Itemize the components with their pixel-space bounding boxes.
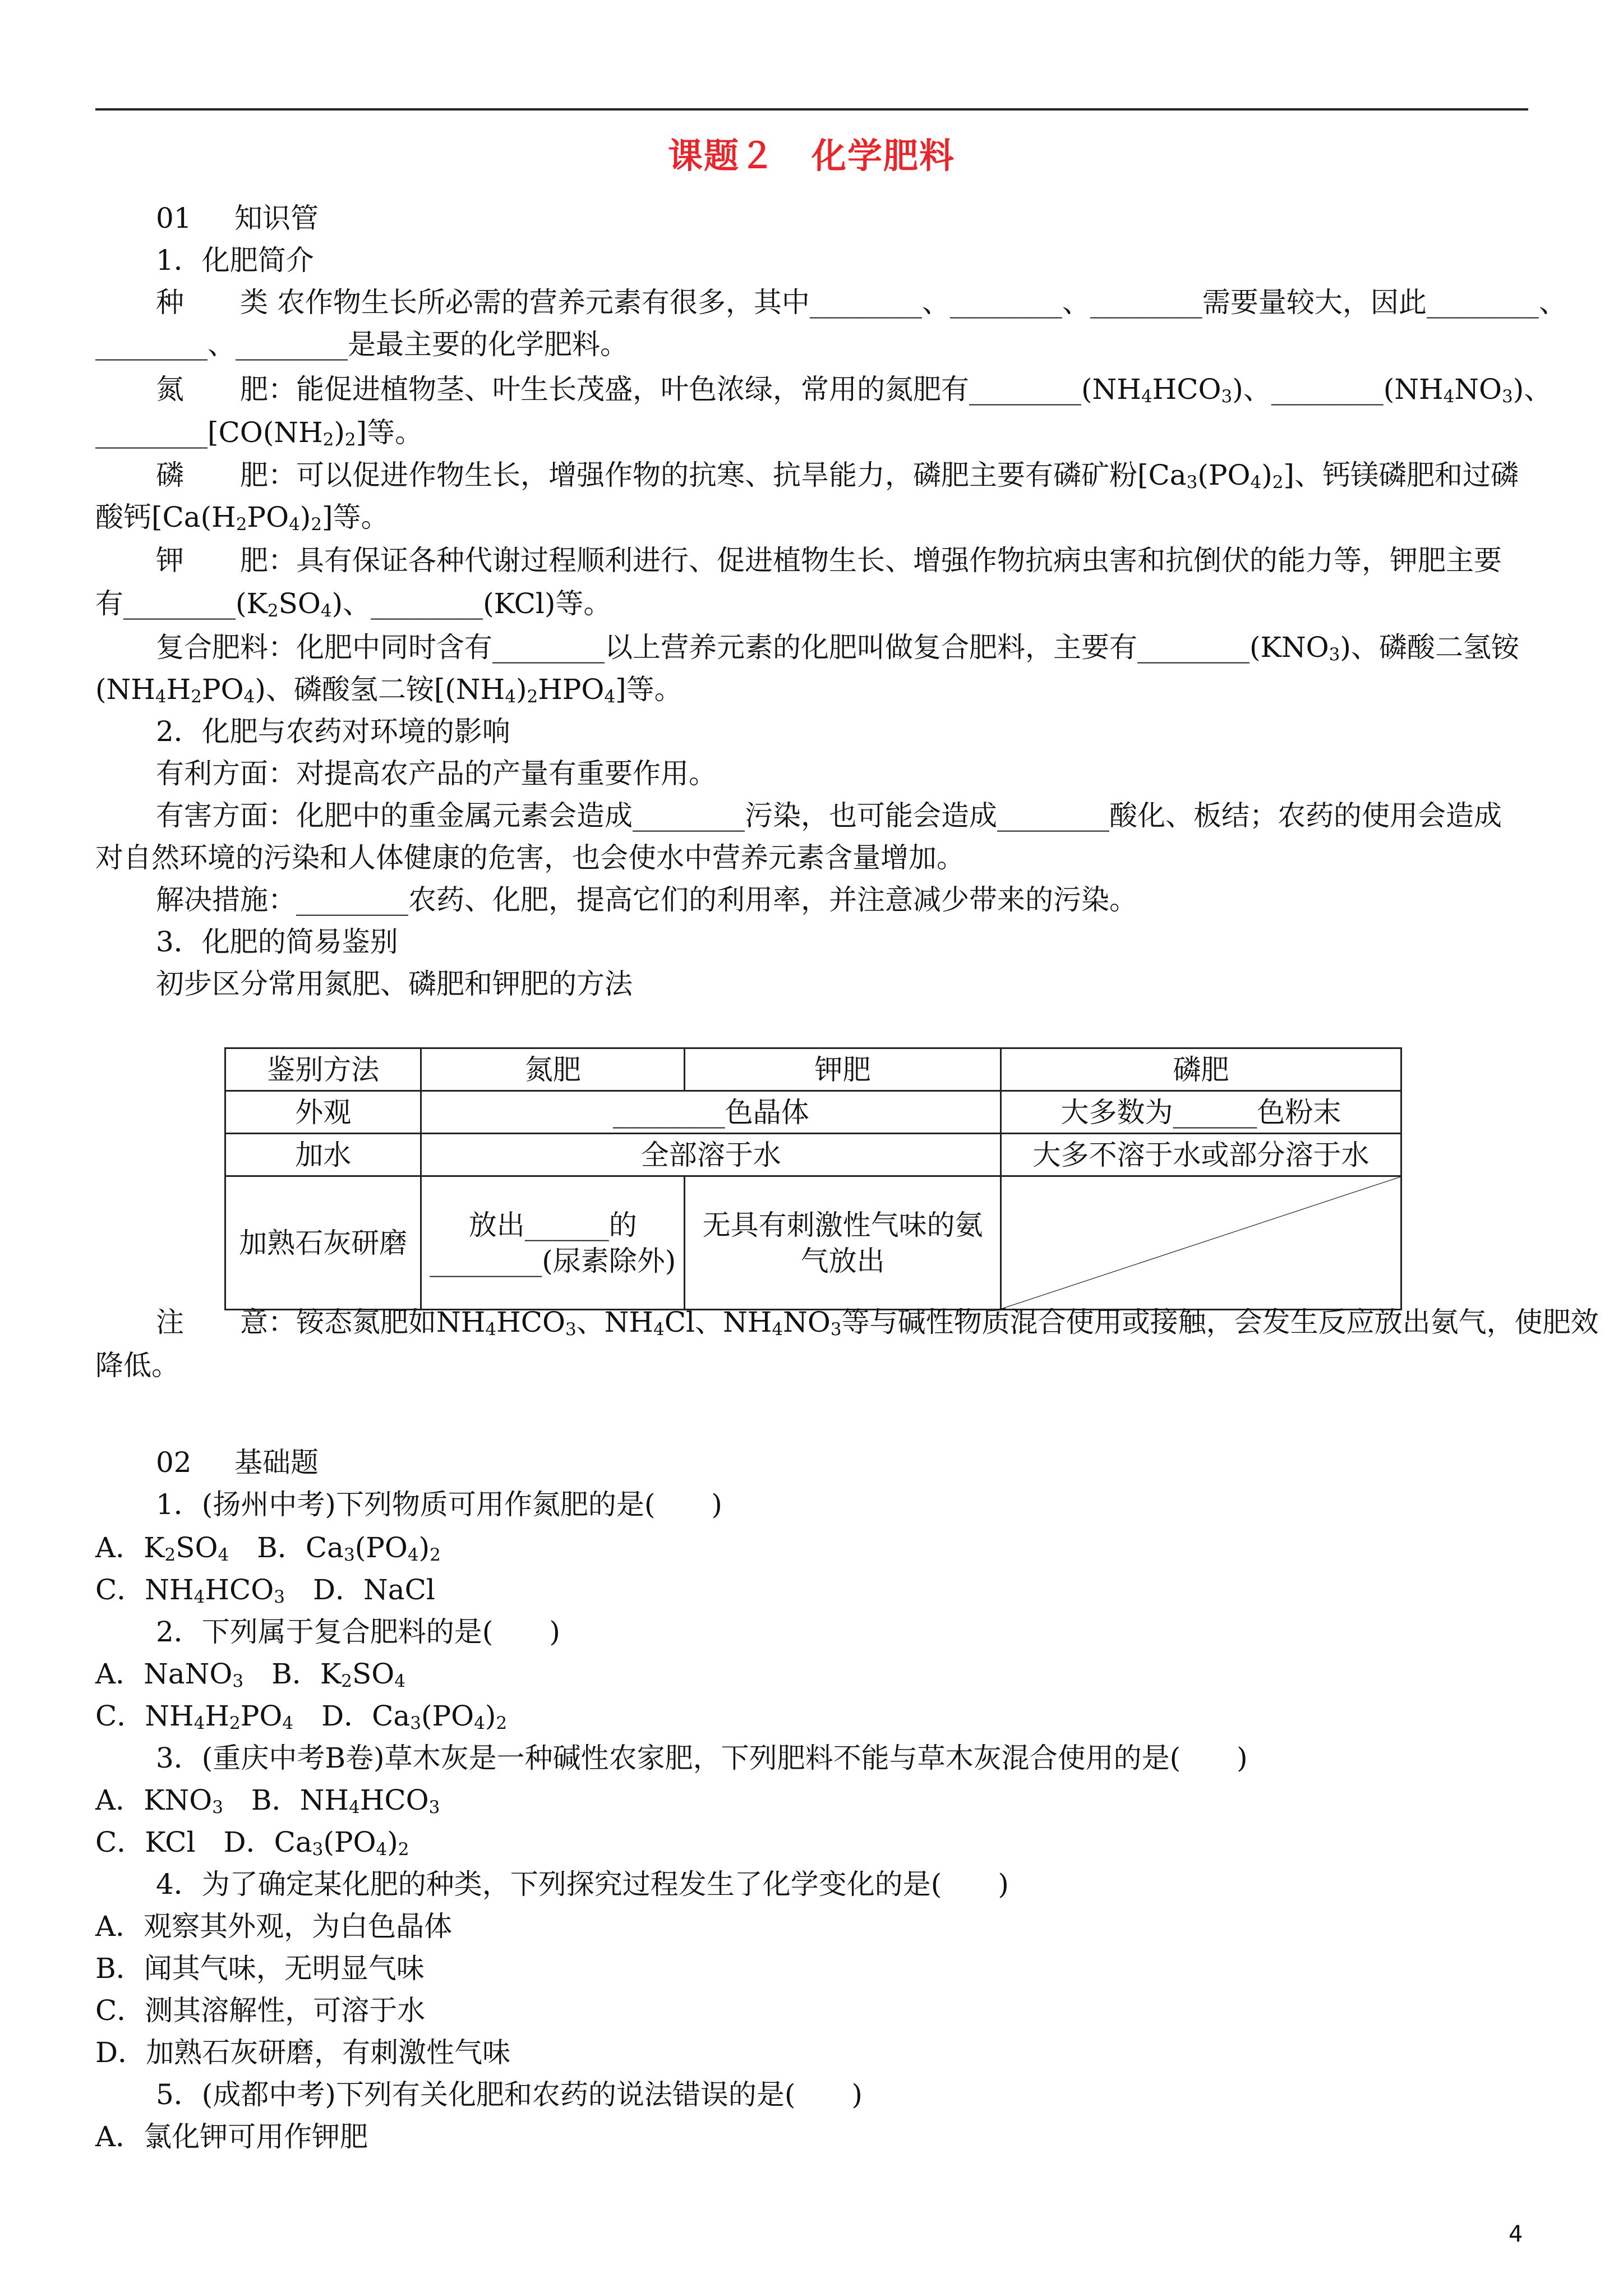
diagonal-line bbox=[1002, 1177, 1400, 1309]
heading-environment: 2．化肥与农药对环境的影响 bbox=[156, 715, 510, 748]
para-nitrogen-line1: 氮 肥：能促进植物茎、叶生长茂盛，叶色浓绿，常用的氮肥有$\_\_\_\_\_\_\_\_(NH_4HCO_3)$、$\_\_\_\_\_\_\_\_(NH_4NO_3)$、 bbox=[156, 373, 1552, 407]
section-heading-01 bbox=[156, 196, 1592, 240]
question-4-option-a: A．观察其外观，为白色晶体 bbox=[95, 1910, 453, 1943]
table-cell: 放出______的________(尿素除外) bbox=[421, 1176, 685, 1310]
question-2: 2．下列属于复合肥料的是( ) bbox=[156, 1616, 560, 1648]
table-row bbox=[225, 1134, 1401, 1176]
para-kinds-line2: ________、________是最主要的化学肥料。 bbox=[95, 328, 628, 361]
para-solution: 解决措施：________农药、化肥，提高它们的利用率，并注意减少带来的污染。 bbox=[156, 884, 1137, 916]
question-1-options-cd: C．$NH_4HCO_3$ D．NaCl bbox=[95, 1573, 435, 1608]
para-harm-line2: 对自然环境的污染和人体健康的危害，也会使水中营养元素含量增加。 bbox=[95, 841, 965, 874]
heading-identification: 3．化肥的简易鉴别 bbox=[156, 926, 398, 958]
question-4-option-d: D．加熟石灰研磨，有刺激性气味 bbox=[95, 2036, 511, 2069]
question-1-options-ab: A．$K_2SO_4$ B．$Ca_3(PO_4)_2$ bbox=[95, 1531, 441, 1566]
section-heading-02 bbox=[156, 1441, 1592, 1484]
question-3-options-ab: A．$KNO_3$ B．$NH_4HCO_3$ bbox=[95, 1784, 440, 1818]
section-name: 知识管 bbox=[234, 202, 319, 234]
table-row bbox=[225, 1176, 1401, 1310]
table-header-row bbox=[225, 1048, 1401, 1091]
para-method: 初步区分常用氮肥、磷肥和钾肥的方法 bbox=[156, 968, 633, 1000]
page-number: 4 bbox=[1509, 2221, 1523, 2247]
question-5: 5．(成都中考)下列有关化肥和农药的说法错误的是( ) bbox=[156, 2078, 863, 2111]
note-line1: 注 意：铵态氮肥如$NH_4HCO_3$、$NH_4Cl$、$NH_4NO_3$等与碱性物质混合使用或接触，会发生反应放出氨气，使肥效 bbox=[156, 1306, 1599, 1340]
question-3-options-cd: C．KCl D．$Ca_3(PO_4)_2$ bbox=[95, 1826, 409, 1860]
table-header-cell: 鉴别方法 bbox=[225, 1048, 421, 1091]
table-header-cell: 氮肥 bbox=[421, 1048, 685, 1091]
para-compound-line1: 复合肥料：化肥中同时含有________以上营养元素的化肥叫做复合肥料，主要有$\_\_\_\_\_\_\_\_(KNO_3)$、磷酸二氢铵 bbox=[156, 631, 1519, 665]
table-cell: 加熟石灰研磨 bbox=[225, 1176, 421, 1310]
para-kinds-line1: 种 类 农作物生长所必需的营养元素有很多，其中________、________、________需要量较大，因此________、 bbox=[156, 286, 1567, 319]
question-4: 4．为了确定某化肥的种类，下列探究过程发生了化学变化的是( ) bbox=[156, 1868, 1009, 1901]
header-rule bbox=[95, 108, 1528, 111]
para-nitrogen-line2: $\_\_\_\_\_\_\_\_[CO(NH_2)_2]$等。 bbox=[95, 416, 423, 450]
para-benefit: 有利方面：对提高农产品的产量有重要作用。 bbox=[156, 757, 717, 790]
table-cell: 外观 bbox=[225, 1091, 421, 1134]
table-header-cell: 磷肥 bbox=[1001, 1048, 1401, 1091]
table-cell: 大多数为______色粉末 bbox=[1001, 1091, 1401, 1134]
table-cell: 无具有刺激性气味的氨气放出 bbox=[685, 1176, 1001, 1310]
table-cell: 大多不溶于水或部分溶于水 bbox=[1001, 1134, 1401, 1176]
question-3: 3．(重庆中考B卷)草木灰是一种碱性农家肥，下列肥料不能与草木灰混合使用的是( ) bbox=[156, 1742, 1248, 1774]
question-2-options-ab: A．NaNO$_3$ B．$K_2SO_4$ bbox=[95, 1658, 405, 1692]
table-header-cell: 钾肥 bbox=[685, 1048, 1001, 1091]
table-cell: ________色晶体 bbox=[421, 1091, 1001, 1134]
table-row bbox=[225, 1091, 1401, 1134]
note-line2: 降低。 bbox=[95, 1349, 179, 1382]
section-name: 基础题 bbox=[234, 1446, 319, 1479]
question-2-options-cd: C．$NH_4H_2PO_4$ D．$Ca_3(PO_4)_2$ bbox=[95, 1700, 508, 1734]
para-phosphorus-line2: 酸钙$[Ca(H_2PO_4)_2]$等。 bbox=[95, 501, 389, 535]
para-phosphorus-line1: 磷 肥：可以促进作物生长，增强作物的抗寒、抗旱能力，磷肥主要有磷矿粉$[Ca_3(PO_4)_2]$、钙镁磷肥和过磷 bbox=[156, 459, 1519, 493]
heading-fertilizer-intro: 1．化肥简介 bbox=[156, 244, 314, 277]
question-5-option-a: A．氯化钾可用作钾肥 bbox=[95, 2120, 368, 2153]
page-title: 课题２ 化学肥料 bbox=[667, 135, 955, 176]
para-compound-line2: $(NH_4H_2PO_4)$、磷酸氢二铵$[(NH_4)_2HPO_4]$等。 bbox=[95, 673, 683, 707]
section-number: 02 bbox=[156, 1446, 192, 1479]
para-harm-line1: 有害方面：化肥中的重金属元素会造成________污染，也可能会造成________酸化、板结；农药的使用会造成 bbox=[156, 799, 1502, 832]
question-1: 1．(扬州中考)下列物质可用作氮肥的是( ) bbox=[156, 1488, 722, 1521]
para-potassium-line2: 有$\_\_\_\_\_\_\_\_(K_2SO_4)$、________(KCl)等。 bbox=[95, 587, 612, 622]
para-potassium-line1: 钾 肥：具有保证各种代谢过程顺利进行、促进植物生长、增强作物抗病虫害和抗倒伏的能力等，钾肥主要 bbox=[156, 544, 1502, 577]
table-cell-empty-diagonal bbox=[1001, 1176, 1401, 1310]
table-cell: 全部溶于水 bbox=[421, 1134, 1001, 1176]
question-4-option-c: C．测其溶解性，可溶于水 bbox=[95, 1994, 426, 2027]
question-4-option-b: B．闻其气味，无明显气味 bbox=[95, 1952, 425, 1985]
identification-table bbox=[224, 1047, 1402, 1310]
section-number: 01 bbox=[156, 202, 192, 234]
table-cell: 加水 bbox=[225, 1134, 421, 1176]
